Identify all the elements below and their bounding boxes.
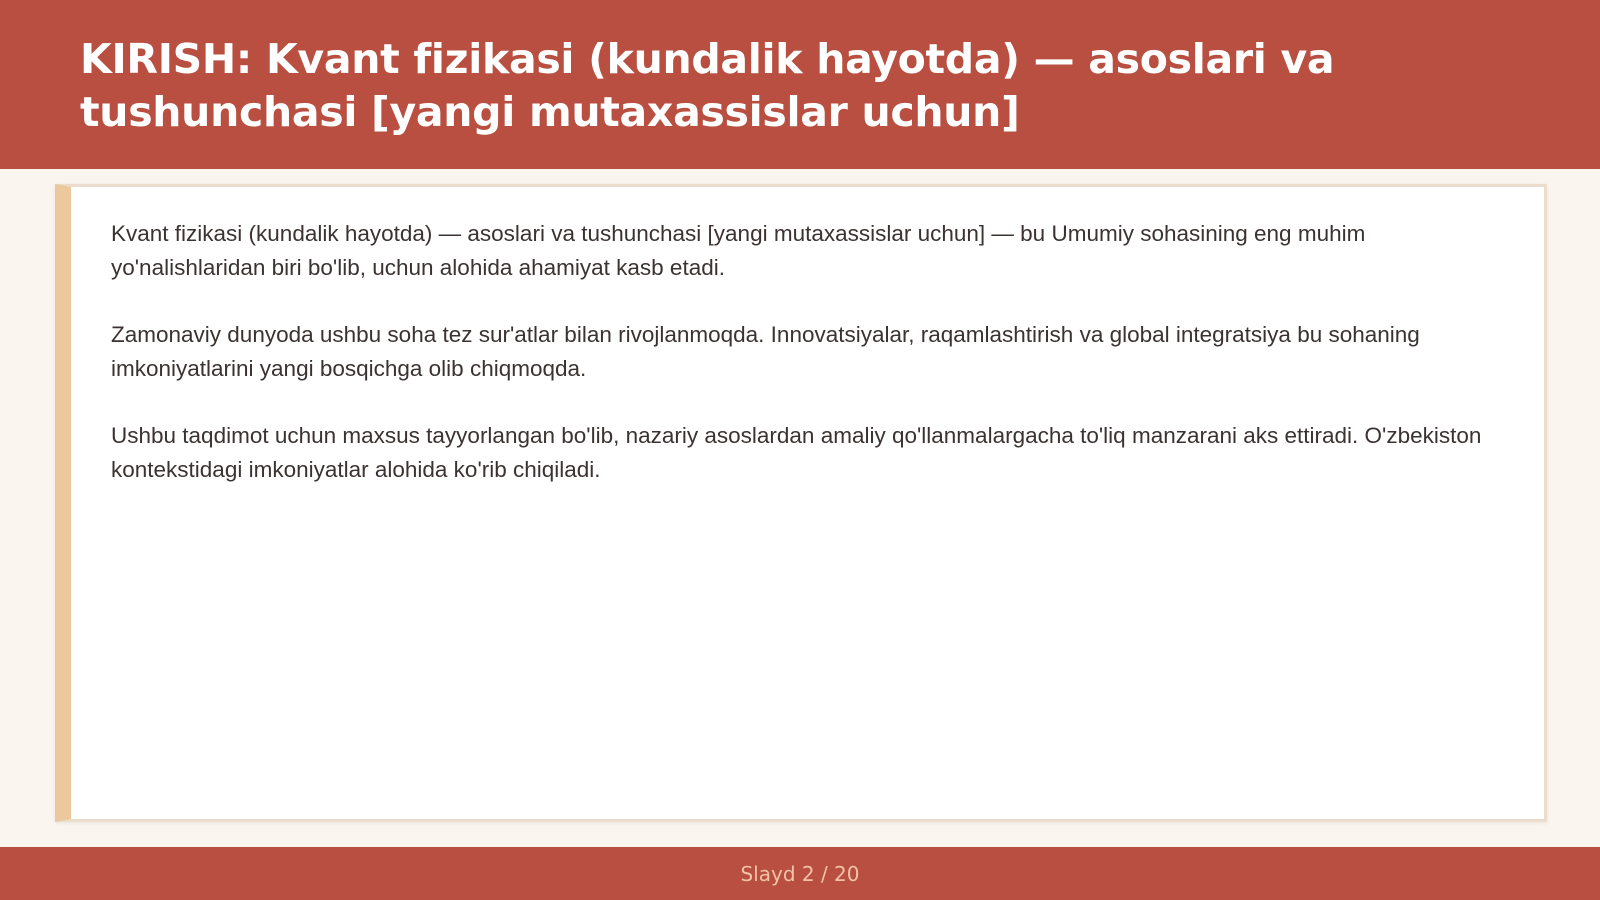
content-card	[55, 184, 1547, 822]
slide-title: KIRISH: Kvant fizikasi (kundalik hayotda) — asoslari va tushunchasi [yangi mutaxassislar uchun]	[80, 35, 1335, 136]
paragraph-presentation-purpose: Ushbu taqdimot uchun maxsus tayyorlangan bo'lib, nazariy asoslardan amaliy qo'llanmalargacha to'liq manzarani aks ettiradi. O'zbekiston kontekstidagi imkoniyatlar alohida ko'rib chiqiladi.	[111, 423, 1482, 482]
slide-footer	[0, 847, 1600, 900]
slide-header	[0, 0, 1600, 169]
paragraph-intro: Kvant fizikasi (kundalik hayotda) — asoslari va tushunchasi [yangi mutaxassislar uchun] — bu Umumiy sohasining eng muhim yo'nalishlaridan biri bo'lib, uchun alohida ahamiyat kasb etadi.	[111, 221, 1366, 280]
slide-counter: Slayd 2 / 20	[740, 861, 860, 886]
paragraph-modern-world: Zamonaviy dunyoda ushbu soha tez sur'atlar bilan rivojlanmoqda. Innovatsiyalar, raqamlashtirish va global integratsiya bu sohaning imkoniyatlarini yangi bosqichga olib chiqmoqda.	[111, 322, 1420, 381]
